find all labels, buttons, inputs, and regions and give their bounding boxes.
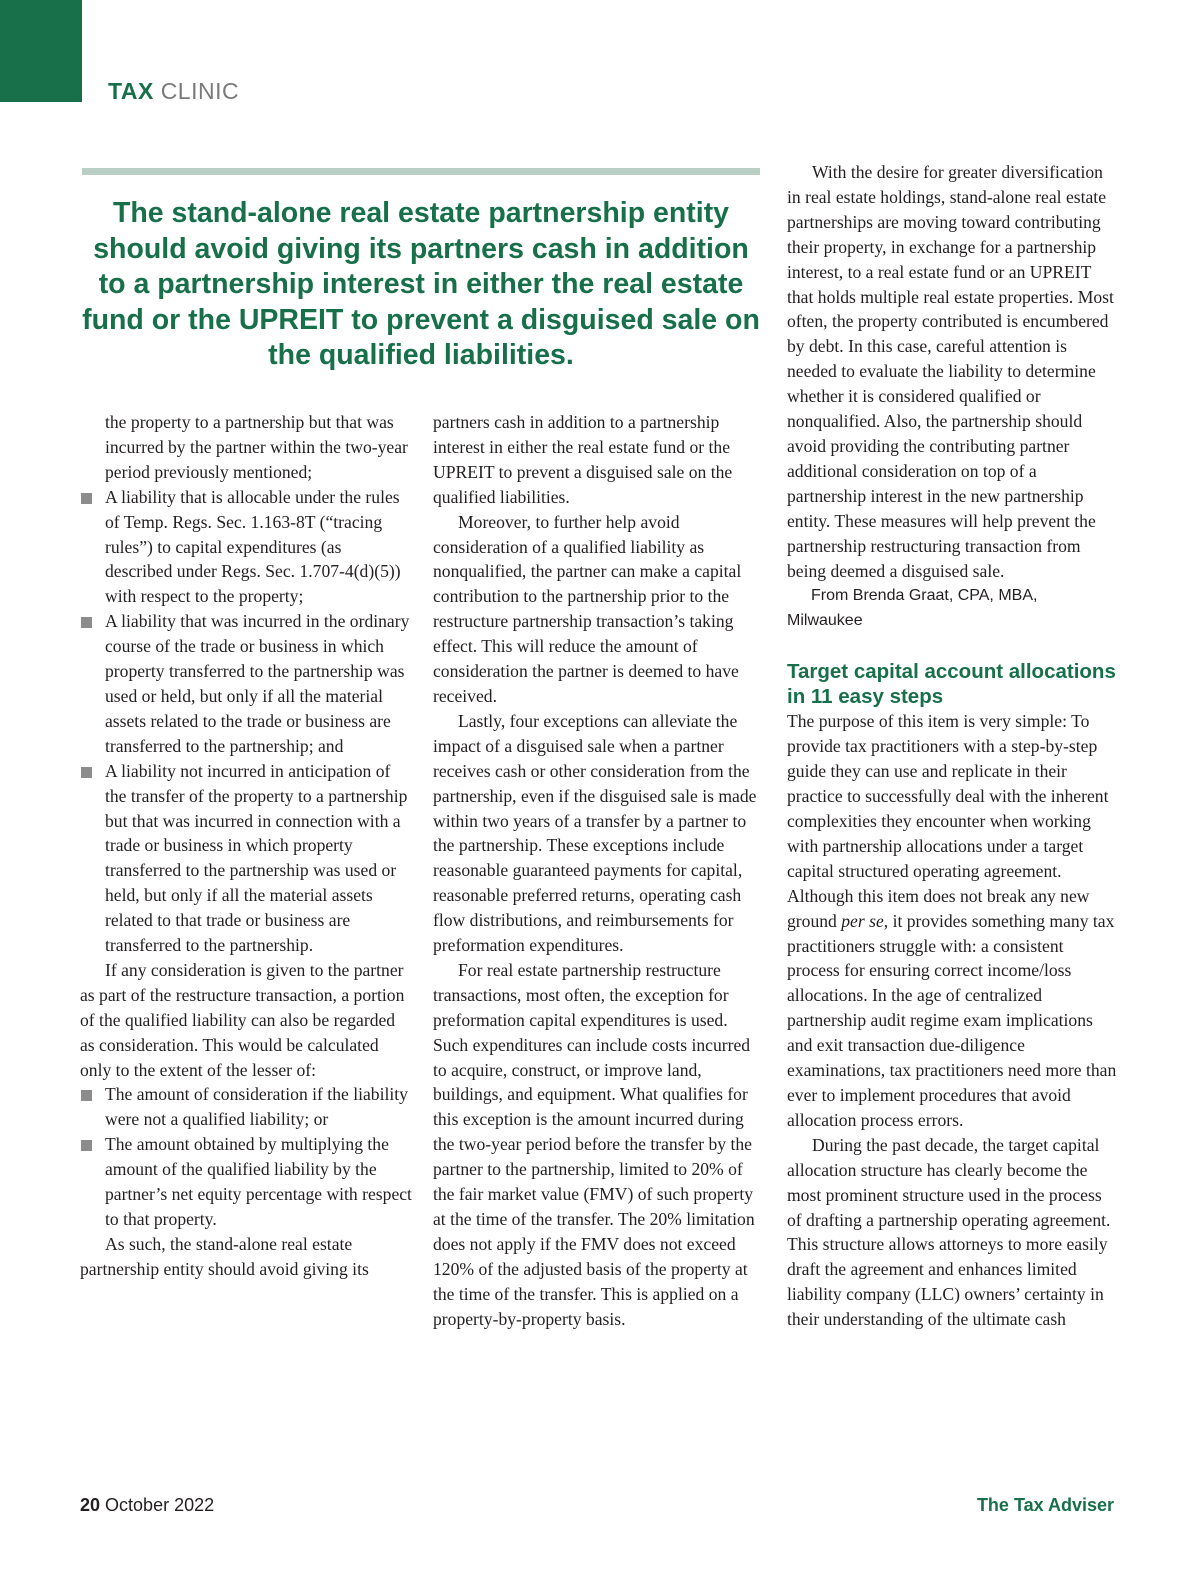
paragraph: partners cash in addition to a partnership interest in either the real estate fund or the UPREIT to prevent a disguised sale on the qualified liabilities. xyxy=(433,412,733,507)
paragraph: For real estate partnership restructure transactions, most often, the exception for preformation capital expenditures is used. Such expenditures can include costs incurred to acquire, construct, or improve land, buildings, and equipment. What qualifies for this exception is the amount incurred during the two-year period before the transfer by the partner to the partnership, limited to 20% of the fair market value (FMV) of such property at the time of the transfer. The 20% limitation does not apply if the FMV does not exceed 120% of the adjusted basis of the property at the time of the transfer. This is applied on a property-by-property basis. xyxy=(433,959,755,1329)
footer-page-info xyxy=(80,1495,214,1516)
continued-text: the property to a partnership but that was incurred by the partner within the two-year period previously mentioned; xyxy=(105,412,408,482)
section-label xyxy=(108,78,239,105)
byline-author: From Brenda Graat, CPA, MBA, xyxy=(811,587,1038,605)
page-number: 20 xyxy=(80,1495,101,1515)
list-item: A liability not incurred in anticipation of the transfer of the property to a partnership but that was incurred in connection with a trade or business in which property transferred to the partnership was used or held, but only if all the material assets related to that trade or business are transferred to the partnership. xyxy=(80,759,412,958)
square-bullet-icon xyxy=(81,767,92,778)
publication-name: The Tax Adviser xyxy=(976,1495,1114,1515)
list-item: The amount of consideration if the liability were not a qualified liability; or xyxy=(80,1082,412,1132)
corner-color-block xyxy=(0,0,82,102)
article-column-1 xyxy=(80,410,412,1282)
paragraph: Moreover, to further help avoid consideration of a qualified liability as nonqualified, the partner can make a capital contribution to the partnership prior to the restructure partnership transaction’s taking effect. This will reduce the amount of consideration the partner is deemed to have received. xyxy=(433,511,742,706)
byline-location: Milwaukee xyxy=(787,612,863,630)
issue-date: October 2022 xyxy=(105,1495,215,1515)
bullet-list-lesser-of xyxy=(80,1082,412,1231)
author-byline xyxy=(787,583,1119,633)
article-column-3 xyxy=(787,160,1119,1332)
pull-quote-rule xyxy=(82,168,760,175)
paragraph: With the desire for greater diversification in real estate holdings, stand-alone real estate partnerships are moving toward contributing their property, in exchange for a partnership interest, to a real estate fund or an UPREIT that holds multiple real estate properties. Most often, the property contributed is encumbered by debt. In this case, careful attention is needed to evaluate the liability to determine whether it is considered qualified or nonqualified. Also, the partnership should avoid providing the contributing partner additional consideration on top of a partnership interest in the new partnership entity. These measures will help prevent the partnership restructuring transaction from being deemed a disguised sale. xyxy=(787,162,1114,581)
bullet-list-liabilities xyxy=(80,485,412,958)
paragraph: As such, the stand-alone real estate partnership entity should avoid giving its xyxy=(80,1233,369,1279)
list-item: The amount obtained by multiplying the amount of the qualified liability by the partner’s net equity percentage with respect to that property. xyxy=(80,1132,412,1232)
paragraph: If any consideration is given to the partner as part of the restructure transaction, a portion of the qualified liability can also be regarded as consideration. This would be calculated only to the extent of the lesser of: xyxy=(80,959,405,1080)
list-item: A liability that is allocable under the rules of Temp. Regs. Sec. 1.163-8T (“tracing rules”) to capital expenditures (as described under Regs. Sec. 1.707-4(d)(5)) with respect to the property; xyxy=(80,485,412,610)
section-label-bold: TAX xyxy=(108,78,154,104)
square-bullet-icon xyxy=(81,493,92,504)
list-item: A liability that was incurred in the ordinary course of the trade or business in which property transferred to the partnership was used or held, but only if all the material assets related to the trade or business are transferred to the partnership; and xyxy=(80,609,412,758)
paragraph: During the past decade, the target capital allocation structure has clearly become the most prominent structure used in the process of drafting a partnership operating agreement. This structure allows attorneys to more easily draft the agreement and enhances limited liability company (LLC) owners’ certainty in their understanding of the ultimate cash xyxy=(787,1134,1111,1330)
square-bullet-icon xyxy=(81,617,92,628)
article-subheading: Target capital account allocations in 11 easy steps xyxy=(787,660,1116,709)
paragraph: The purpose of this item is very simple: To provide tax practitioners with a step-by-step guide they can use and replicate in their practice to successfully deal with the inherent complexities they encounter when working with partnership allocations under a target capital structured operating agreement. Although this item does not break any new ground per se, it provides something many tax practitioners struggle with: a consistent process for ensuring correct income/loss allocations. In the age of centralized partnership audit regime exam implications and exit transaction due-diligence examinations, tax practitioners need more than ever to implement procedures that avoid allocation process errors. xyxy=(787,711,1117,1130)
article-column-2 xyxy=(433,410,763,1332)
italic-text: per se xyxy=(841,910,884,931)
section-label-light: CLINIC xyxy=(160,78,240,104)
paragraph: Lastly, four exceptions can alleviate the impact of a disguised sale when a partner receives cash or other consideration from the partnership, even if the disguised sale is made within two years of a transfer by a partner to the partnership. These exceptions include reasonable guaranteed payments for capital, reasonable preferred returns, operating cash flow distributions, and reimbursements for preformation expenditures. xyxy=(433,710,757,956)
pull-quote: The stand-alone real estate partnership entity should avoid giving its partners cash in addition to a partnership interest in either the real estate fund or the UPREIT to prevent a disguised sale on the qualified liabilities. xyxy=(82,197,760,371)
square-bullet-icon xyxy=(81,1090,92,1101)
square-bullet-icon xyxy=(81,1140,92,1151)
